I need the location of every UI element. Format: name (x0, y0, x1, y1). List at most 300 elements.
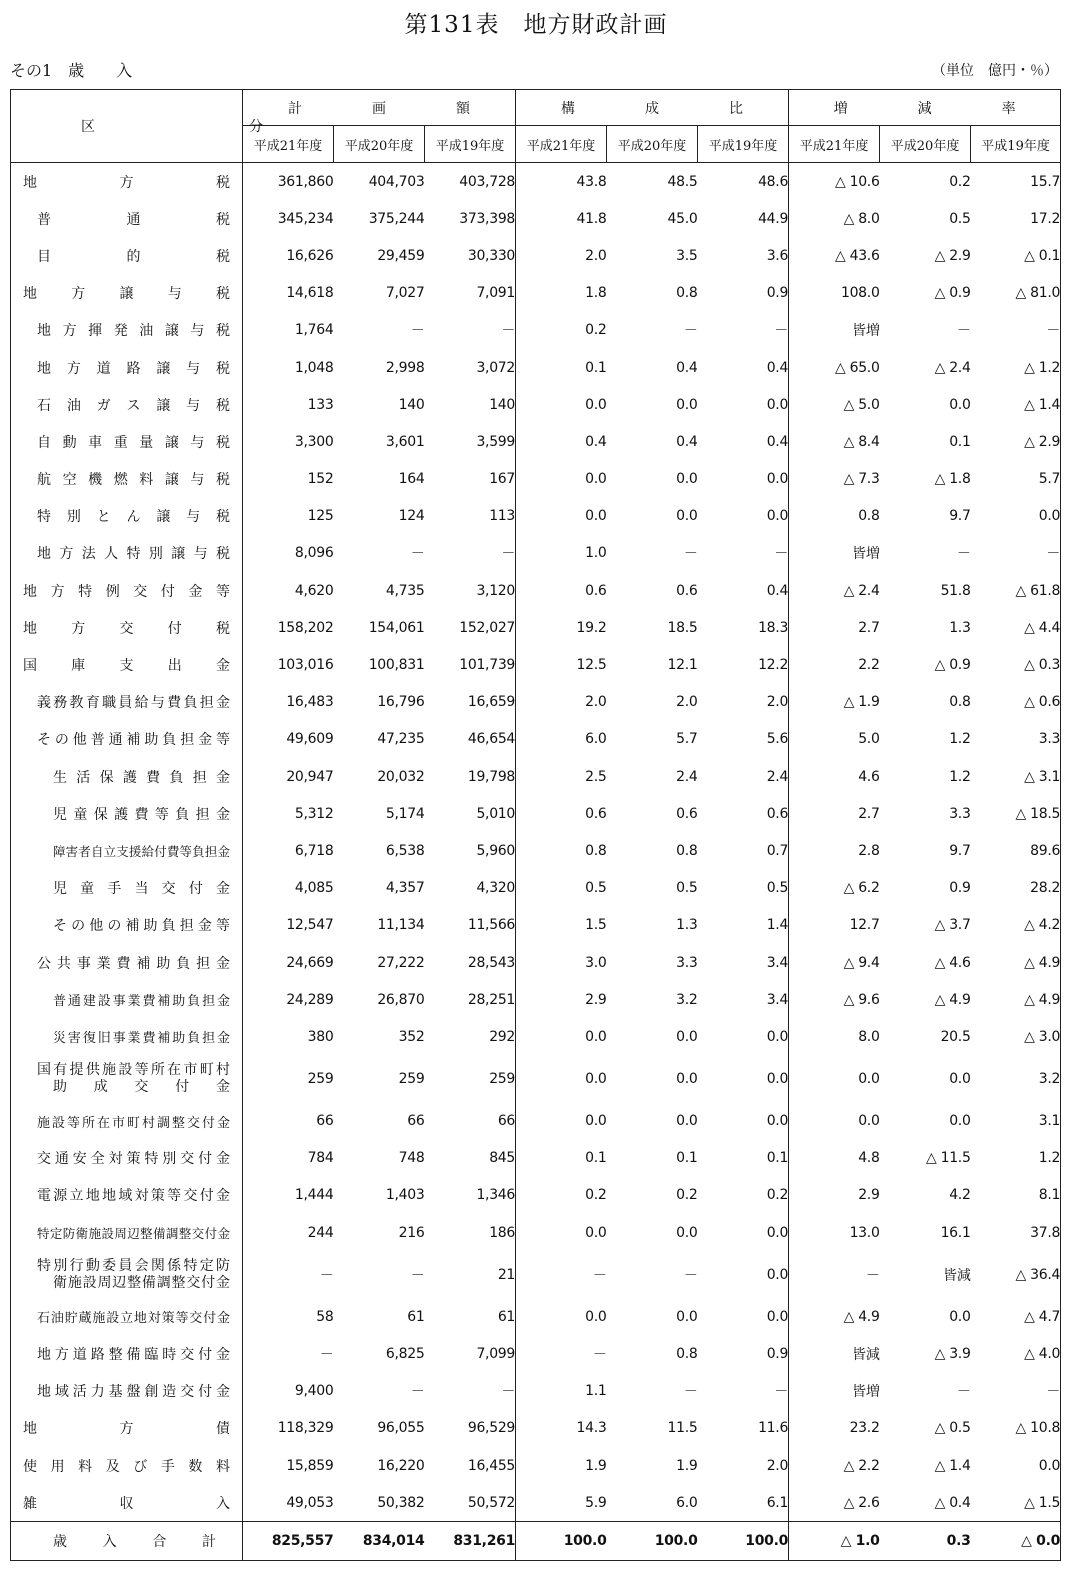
row-value: 0.4 (698, 349, 789, 386)
row-value: 49,053 (286, 1494, 334, 1511)
row-value: 43.8 (576, 173, 607, 190)
row-value: 21 (425, 1251, 516, 1298)
row-value: 8.0 (858, 1028, 880, 1045)
row-value: 3.3 (971, 721, 1061, 758)
row-value: 皆増 (852, 546, 880, 563)
row-label: 航空機燃料譲与税 (11, 461, 243, 498)
header-year: 平成21年度 (516, 126, 607, 163)
row-value: 259 (425, 1056, 516, 1103)
row-value: 1.8 (585, 285, 607, 302)
table-row (11, 461, 1061, 498)
row-value: 1.3 (676, 917, 698, 934)
row-label: その他普通補助負担金等 (11, 721, 243, 758)
row-value: △ 18.5 (971, 795, 1061, 832)
row-value: 1.9 (676, 1457, 698, 1474)
row-value: △ 3.7 (934, 917, 971, 934)
row-value: 14.3 (576, 1420, 607, 1437)
row-value: 361,860 (277, 173, 334, 190)
header-year: 平成20年度 (334, 126, 425, 163)
row-value: 皆増 (852, 1384, 880, 1401)
table-row (11, 349, 1061, 386)
row-value: △ 2.6 (843, 1494, 880, 1511)
row-value: 0.8 (676, 842, 698, 859)
row-label: 交通安全対策特別交付金 (11, 1140, 243, 1177)
row-value: △ 61.8 (971, 572, 1061, 609)
row-value: － (592, 1267, 607, 1284)
row-value: 100.0 (516, 1522, 607, 1560)
row-value: 4.2 (949, 1187, 971, 1204)
row-value: 0.2 (585, 322, 607, 339)
row-label-line: 特別行動委員会関係特定防 (37, 1257, 230, 1274)
row-value: 0.0 (949, 1113, 971, 1130)
row-value: 0.0 (676, 1224, 698, 1241)
row-value: 17.2 (971, 200, 1061, 237)
row-value: 0.1 (585, 1150, 607, 1167)
row-value: 0.0 (676, 471, 698, 488)
row-value: 16,659 (425, 684, 516, 721)
row-value: 0.0 (949, 1071, 971, 1087)
table-row (11, 981, 1061, 1018)
row-value: 14,618 (286, 285, 334, 302)
row-value: 3.3 (676, 954, 698, 971)
row-value: 12.1 (667, 657, 698, 674)
row-label (11, 1251, 243, 1298)
row-value: 8,096 (294, 545, 334, 562)
row-value: 26,870 (377, 991, 425, 1008)
row-value: 7,099 (425, 1335, 516, 1372)
row-value: 3.3 (949, 805, 971, 822)
row-value: 66 (407, 1113, 425, 1130)
row-value: － (683, 1384, 698, 1401)
row-value: 0.0 (949, 1308, 971, 1325)
row-value: △ 0.1 (971, 237, 1061, 274)
row-value: 4.8 (858, 1150, 880, 1167)
row-value: 0.6 (698, 795, 789, 832)
row-value: 1.2 (949, 731, 971, 748)
row-value: 0.0 (698, 498, 789, 535)
table-row (11, 200, 1061, 237)
row-value: 11.6 (698, 1410, 789, 1447)
row-value: － (410, 1267, 425, 1284)
row-value: 0.1 (698, 1140, 789, 1177)
row-value: △ 9.6 (843, 991, 880, 1008)
row-value: 5.0 (858, 731, 880, 748)
row-value: － (319, 1267, 334, 1284)
row-value: 259 (398, 1071, 425, 1087)
row-value: 2,998 (385, 359, 425, 376)
row-value: 58 (316, 1308, 334, 1325)
row-label: 普通建設事業費補助負担金 (11, 981, 243, 1018)
row-value: 12.5 (576, 657, 607, 674)
row-value: 140 (425, 386, 516, 423)
row-value: 5,174 (385, 805, 425, 822)
row-value: 4,320 (425, 870, 516, 907)
row-value: 0.5 (698, 870, 789, 907)
row-value: 4,620 (294, 582, 334, 599)
table-row (11, 535, 1061, 572)
row-value: 6.1 (698, 1484, 789, 1522)
row-value: 13.0 (849, 1224, 880, 1241)
row-value: 2.4 (676, 768, 698, 785)
row-label: 地方揮発油譲与税 (11, 312, 243, 349)
row-value: 19.2 (576, 619, 607, 636)
row-value: 216 (398, 1224, 425, 1241)
row-value: 16.1 (940, 1224, 971, 1241)
row-value: 3.4 (698, 944, 789, 981)
row-value: △ 1.4 (971, 386, 1061, 423)
row-value: 0.0 (949, 396, 971, 413)
row-value: 3.1 (971, 1103, 1061, 1140)
row-value: 0.0 (698, 1103, 789, 1140)
row-value: 15,859 (286, 1457, 334, 1474)
row-value: 9,400 (294, 1383, 334, 1400)
row-value: 41.8 (576, 210, 607, 227)
row-value: 5.7 (676, 731, 698, 748)
row-value: 2.2 (858, 657, 880, 674)
row-value: 96,055 (377, 1420, 425, 1437)
row-label (11, 1056, 243, 1103)
row-value: 1,444 (294, 1187, 334, 1204)
row-value: △ 2.4 (934, 359, 971, 376)
row-label: 生活保護費負担金 (11, 758, 243, 795)
row-value: △ 1.9 (843, 694, 880, 711)
row-value: － (319, 1347, 334, 1364)
row-value: △ 0.9 (934, 285, 971, 302)
row-value: △ 4.2 (971, 907, 1061, 944)
header-year: 平成20年度 (880, 126, 971, 163)
row-value: 0.0 (698, 1018, 789, 1055)
table-row (11, 1018, 1061, 1055)
row-value: 16,455 (425, 1447, 516, 1484)
row-value: 61 (407, 1308, 425, 1325)
row-value: 0.4 (698, 572, 789, 609)
row-label: 公共事業費補助負担金 (11, 944, 243, 981)
table-row (11, 684, 1061, 721)
row-value: 158,202 (277, 619, 334, 636)
row-value: 1.4 (698, 907, 789, 944)
table-row (11, 944, 1061, 981)
row-value: 0.1 (676, 1150, 698, 1167)
row-value: 0.8 (949, 694, 971, 711)
row-value: － (956, 546, 971, 563)
row-value: 0.0 (585, 471, 607, 488)
table-row (11, 572, 1061, 609)
row-value: 0.0 (585, 396, 607, 413)
row-value: 37.8 (971, 1214, 1061, 1251)
row-value: 20,947 (286, 768, 334, 785)
row-value: △ 6.2 (843, 880, 880, 897)
row-value: △ 4.9 (971, 981, 1061, 1018)
row-value: 0.7 (698, 832, 789, 869)
row-value: 0.6 (585, 805, 607, 822)
header-kubun: 区 分 (11, 90, 243, 163)
row-label: 児童手当交付金 (11, 870, 243, 907)
row-value: 3.4 (698, 981, 789, 1018)
row-value: 11,134 (377, 917, 425, 934)
row-value: － (425, 1373, 516, 1410)
row-value: 3,120 (425, 572, 516, 609)
table-row (11, 758, 1061, 795)
row-value: 皆増 (852, 323, 880, 340)
table-row (11, 498, 1061, 535)
row-value: 15.7 (971, 163, 1061, 201)
page-title: 第131表 地方財政計画 (404, 12, 668, 38)
row-value: 834,014 (334, 1522, 425, 1560)
row-value: 0.0 (698, 1056, 789, 1103)
row-label-line: 国有提供施設等所在市町村 (37, 1062, 230, 1078)
row-value: 2.0 (698, 1447, 789, 1484)
row-value: 373,398 (425, 200, 516, 237)
row-value: △ 10.8 (971, 1410, 1061, 1447)
row-value: － (410, 1384, 425, 1401)
row-value: 27,222 (377, 954, 425, 971)
row-value: △ 1.8 (934, 471, 971, 488)
row-value: － (971, 1373, 1061, 1410)
row-value: 118,329 (277, 1420, 334, 1437)
row-value: 0.0 (971, 498, 1061, 535)
row-label: 地方税 (11, 163, 243, 201)
row-value: 29,459 (377, 247, 425, 264)
fiscal-plan-table (10, 89, 1061, 1561)
row-value: 28,251 (425, 981, 516, 1018)
row-value: 0.1 (585, 359, 607, 376)
row-label: 目的税 (11, 237, 243, 274)
row-value: 0.3 (880, 1522, 971, 1560)
row-label: 石油貯蔵施設立地対策等交付金 (11, 1298, 243, 1335)
row-value: － (971, 312, 1061, 349)
row-value: 0.6 (585, 582, 607, 599)
row-value: － (683, 1267, 698, 1284)
row-value: － (425, 535, 516, 572)
header-year: 平成19年度 (425, 126, 516, 163)
row-value: 0.0 (698, 1251, 789, 1298)
row-value: － (698, 535, 789, 572)
row-value: 28,543 (425, 944, 516, 981)
table-row (11, 907, 1061, 944)
row-value: 0.9 (698, 1335, 789, 1372)
row-value: 48.6 (698, 163, 789, 201)
row-value: 47,235 (377, 731, 425, 748)
row-value: 6,718 (294, 842, 334, 859)
row-value: △ 8.4 (843, 433, 880, 450)
table-row (11, 832, 1061, 869)
row-value: 101,739 (425, 646, 516, 683)
row-value: 0.0 (858, 1113, 880, 1130)
row-value: 30,330 (425, 237, 516, 274)
row-value: 0.0 (698, 461, 789, 498)
table-row (11, 386, 1061, 423)
row-value: 0.8 (585, 842, 607, 859)
row-value: 0.0 (698, 386, 789, 423)
row-value: 0.0 (676, 1113, 698, 1130)
header-change-rate: 増 減 率 (789, 90, 1061, 126)
row-value: 2.0 (676, 694, 698, 711)
row-value: 113 (425, 498, 516, 535)
table-row (11, 1214, 1061, 1251)
table-row (11, 1335, 1061, 1372)
row-value: 164 (398, 471, 425, 488)
table-row (11, 795, 1061, 832)
row-label: 災害復旧事業費補助負担金 (11, 1018, 243, 1055)
row-value: △ 4.7 (971, 1298, 1061, 1335)
row-value: 66 (316, 1113, 334, 1130)
row-value: 12.7 (849, 917, 880, 934)
row-label: 地方譲与税 (11, 275, 243, 312)
row-value: 12.2 (698, 646, 789, 683)
row-value: 0.2 (585, 1187, 607, 1204)
row-label: 石油ガス譲与税 (11, 386, 243, 423)
row-value: 0.6 (676, 805, 698, 822)
row-value: 152 (307, 471, 334, 488)
row-value: △ 1.4 (934, 1457, 971, 1474)
row-label: 地方法人特別譲与税 (11, 535, 243, 572)
row-value: 20.5 (940, 1028, 971, 1045)
row-value: 0.6 (676, 582, 698, 599)
row-value: 11.5 (667, 1420, 698, 1437)
row-value: 89.6 (971, 832, 1061, 869)
row-value: △ 2.2 (843, 1457, 880, 1474)
table-row (11, 423, 1061, 460)
row-value: 1.9 (585, 1457, 607, 1474)
row-value: － (956, 323, 971, 340)
header-year: 平成20年度 (607, 126, 698, 163)
row-value: 0.4 (698, 423, 789, 460)
row-value: 103,016 (277, 657, 334, 674)
row-value: 0.5 (949, 210, 971, 227)
row-value: 23.2 (849, 1420, 880, 1437)
header-year: 平成21年度 (243, 126, 334, 163)
row-value: 154,061 (368, 619, 425, 636)
row-value: － (956, 1384, 971, 1401)
row-value: － (683, 323, 698, 340)
row-value: － (698, 312, 789, 349)
row-label: 特定防衛施設周辺整備調整交付金 (11, 1214, 243, 1251)
table-row (11, 1177, 1061, 1214)
row-value: 0.9 (698, 275, 789, 312)
row-value: △ 4.0 (971, 1335, 1061, 1372)
row-value: 108.0 (840, 285, 880, 302)
row-value: 皆減 (943, 1267, 971, 1284)
row-label: 児童保護費等負担金 (11, 795, 243, 832)
row-value: 5.7 (971, 461, 1061, 498)
row-value: 0.5 (676, 880, 698, 897)
table-row (11, 1056, 1061, 1103)
row-value: 352 (398, 1028, 425, 1045)
row-value: 皆減 (852, 1347, 880, 1364)
row-value: 748 (398, 1150, 425, 1167)
row-value: 45.0 (667, 210, 698, 227)
section-subtitle: その1 歳 入 (10, 61, 133, 80)
row-value: 100.0 (607, 1522, 698, 1560)
row-value: 24,289 (286, 991, 334, 1008)
row-value: － (592, 1347, 607, 1364)
row-value: 3.2 (676, 991, 698, 1008)
row-value: 2.4 (698, 758, 789, 795)
row-value: － (865, 1267, 880, 1284)
row-label-line: 助成交付金 (53, 1079, 230, 1095)
row-value: 1,764 (294, 322, 334, 339)
row-value: 20,032 (377, 768, 425, 785)
row-value: 1.0 (585, 545, 607, 562)
row-label: 地方道路整備臨時交付金 (11, 1335, 243, 1372)
table-row (11, 237, 1061, 274)
table-row (11, 1298, 1061, 1335)
row-value: 0.0 (585, 1308, 607, 1325)
row-value: 0.9 (949, 880, 971, 897)
row-value: 3,599 (425, 423, 516, 460)
unit-label: （単位 億円・％） (932, 63, 1058, 79)
row-value: 11,566 (425, 907, 516, 944)
row-value: △ 1.5 (971, 1484, 1061, 1522)
row-value: 4,085 (294, 880, 334, 897)
row-value: 825,557 (243, 1522, 334, 1560)
row-value: 9.7 (949, 842, 971, 859)
row-value: 1.5 (585, 917, 607, 934)
row-value: 0.4 (676, 433, 698, 450)
row-value: 259 (307, 1071, 334, 1087)
row-value: 380 (307, 1028, 334, 1045)
table-row (11, 1484, 1061, 1522)
row-value: 18.3 (698, 609, 789, 646)
row-value: 6,538 (385, 842, 425, 859)
row-value: △ 36.4 (971, 1251, 1061, 1298)
header-year: 平成21年度 (789, 126, 880, 163)
row-value: 345,234 (277, 210, 334, 227)
row-value: 0.2 (676, 1187, 698, 1204)
row-value: △ 4.4 (971, 609, 1061, 646)
row-value: 0.0 (676, 1308, 698, 1325)
row-label: 雑収入 (11, 1484, 243, 1522)
row-value: 24,669 (286, 954, 334, 971)
row-value: 0.8 (676, 1346, 698, 1363)
row-value: △ 9.4 (843, 954, 880, 971)
table-row (11, 1410, 1061, 1447)
table-row (11, 646, 1061, 683)
row-value: 0.0 (676, 1028, 698, 1045)
row-value: 0.0 (971, 1447, 1061, 1484)
row-value: 404,703 (368, 173, 425, 190)
row-value: △ 0.9 (934, 657, 971, 674)
row-value: △ 4.6 (934, 954, 971, 971)
row-value: 2.7 (858, 805, 880, 822)
row-value: 0.2 (698, 1177, 789, 1214)
row-value: 375,244 (368, 210, 425, 227)
row-value: 2.0 (698, 684, 789, 721)
row-value: 4,735 (385, 582, 425, 599)
row-value: 6.0 (676, 1494, 698, 1511)
row-value: 1.3 (949, 619, 971, 636)
row-label: 地域活力基盤創造交付金 (11, 1373, 243, 1410)
table-row (11, 609, 1061, 646)
table-row (11, 721, 1061, 758)
row-label: 地方特例交付金等 (11, 572, 243, 609)
header-year: 平成19年度 (971, 126, 1061, 163)
row-value: 66 (425, 1103, 516, 1140)
row-value: － (410, 546, 425, 563)
row-value: 16,483 (286, 694, 334, 711)
row-value: 0.8 (858, 508, 880, 525)
row-value: △ 43.6 (834, 247, 880, 264)
row-value: 0.4 (676, 359, 698, 376)
row-value: 244 (307, 1224, 334, 1241)
row-value: 44.9 (698, 200, 789, 237)
row-value: 1.2 (971, 1140, 1061, 1177)
row-label: 電源立地地域対策等交付金 (11, 1177, 243, 1214)
row-value: 7,091 (425, 275, 516, 312)
row-value: △ 4.9 (971, 944, 1061, 981)
row-value: 3,072 (425, 349, 516, 386)
row-value: 0.8 (676, 285, 698, 302)
